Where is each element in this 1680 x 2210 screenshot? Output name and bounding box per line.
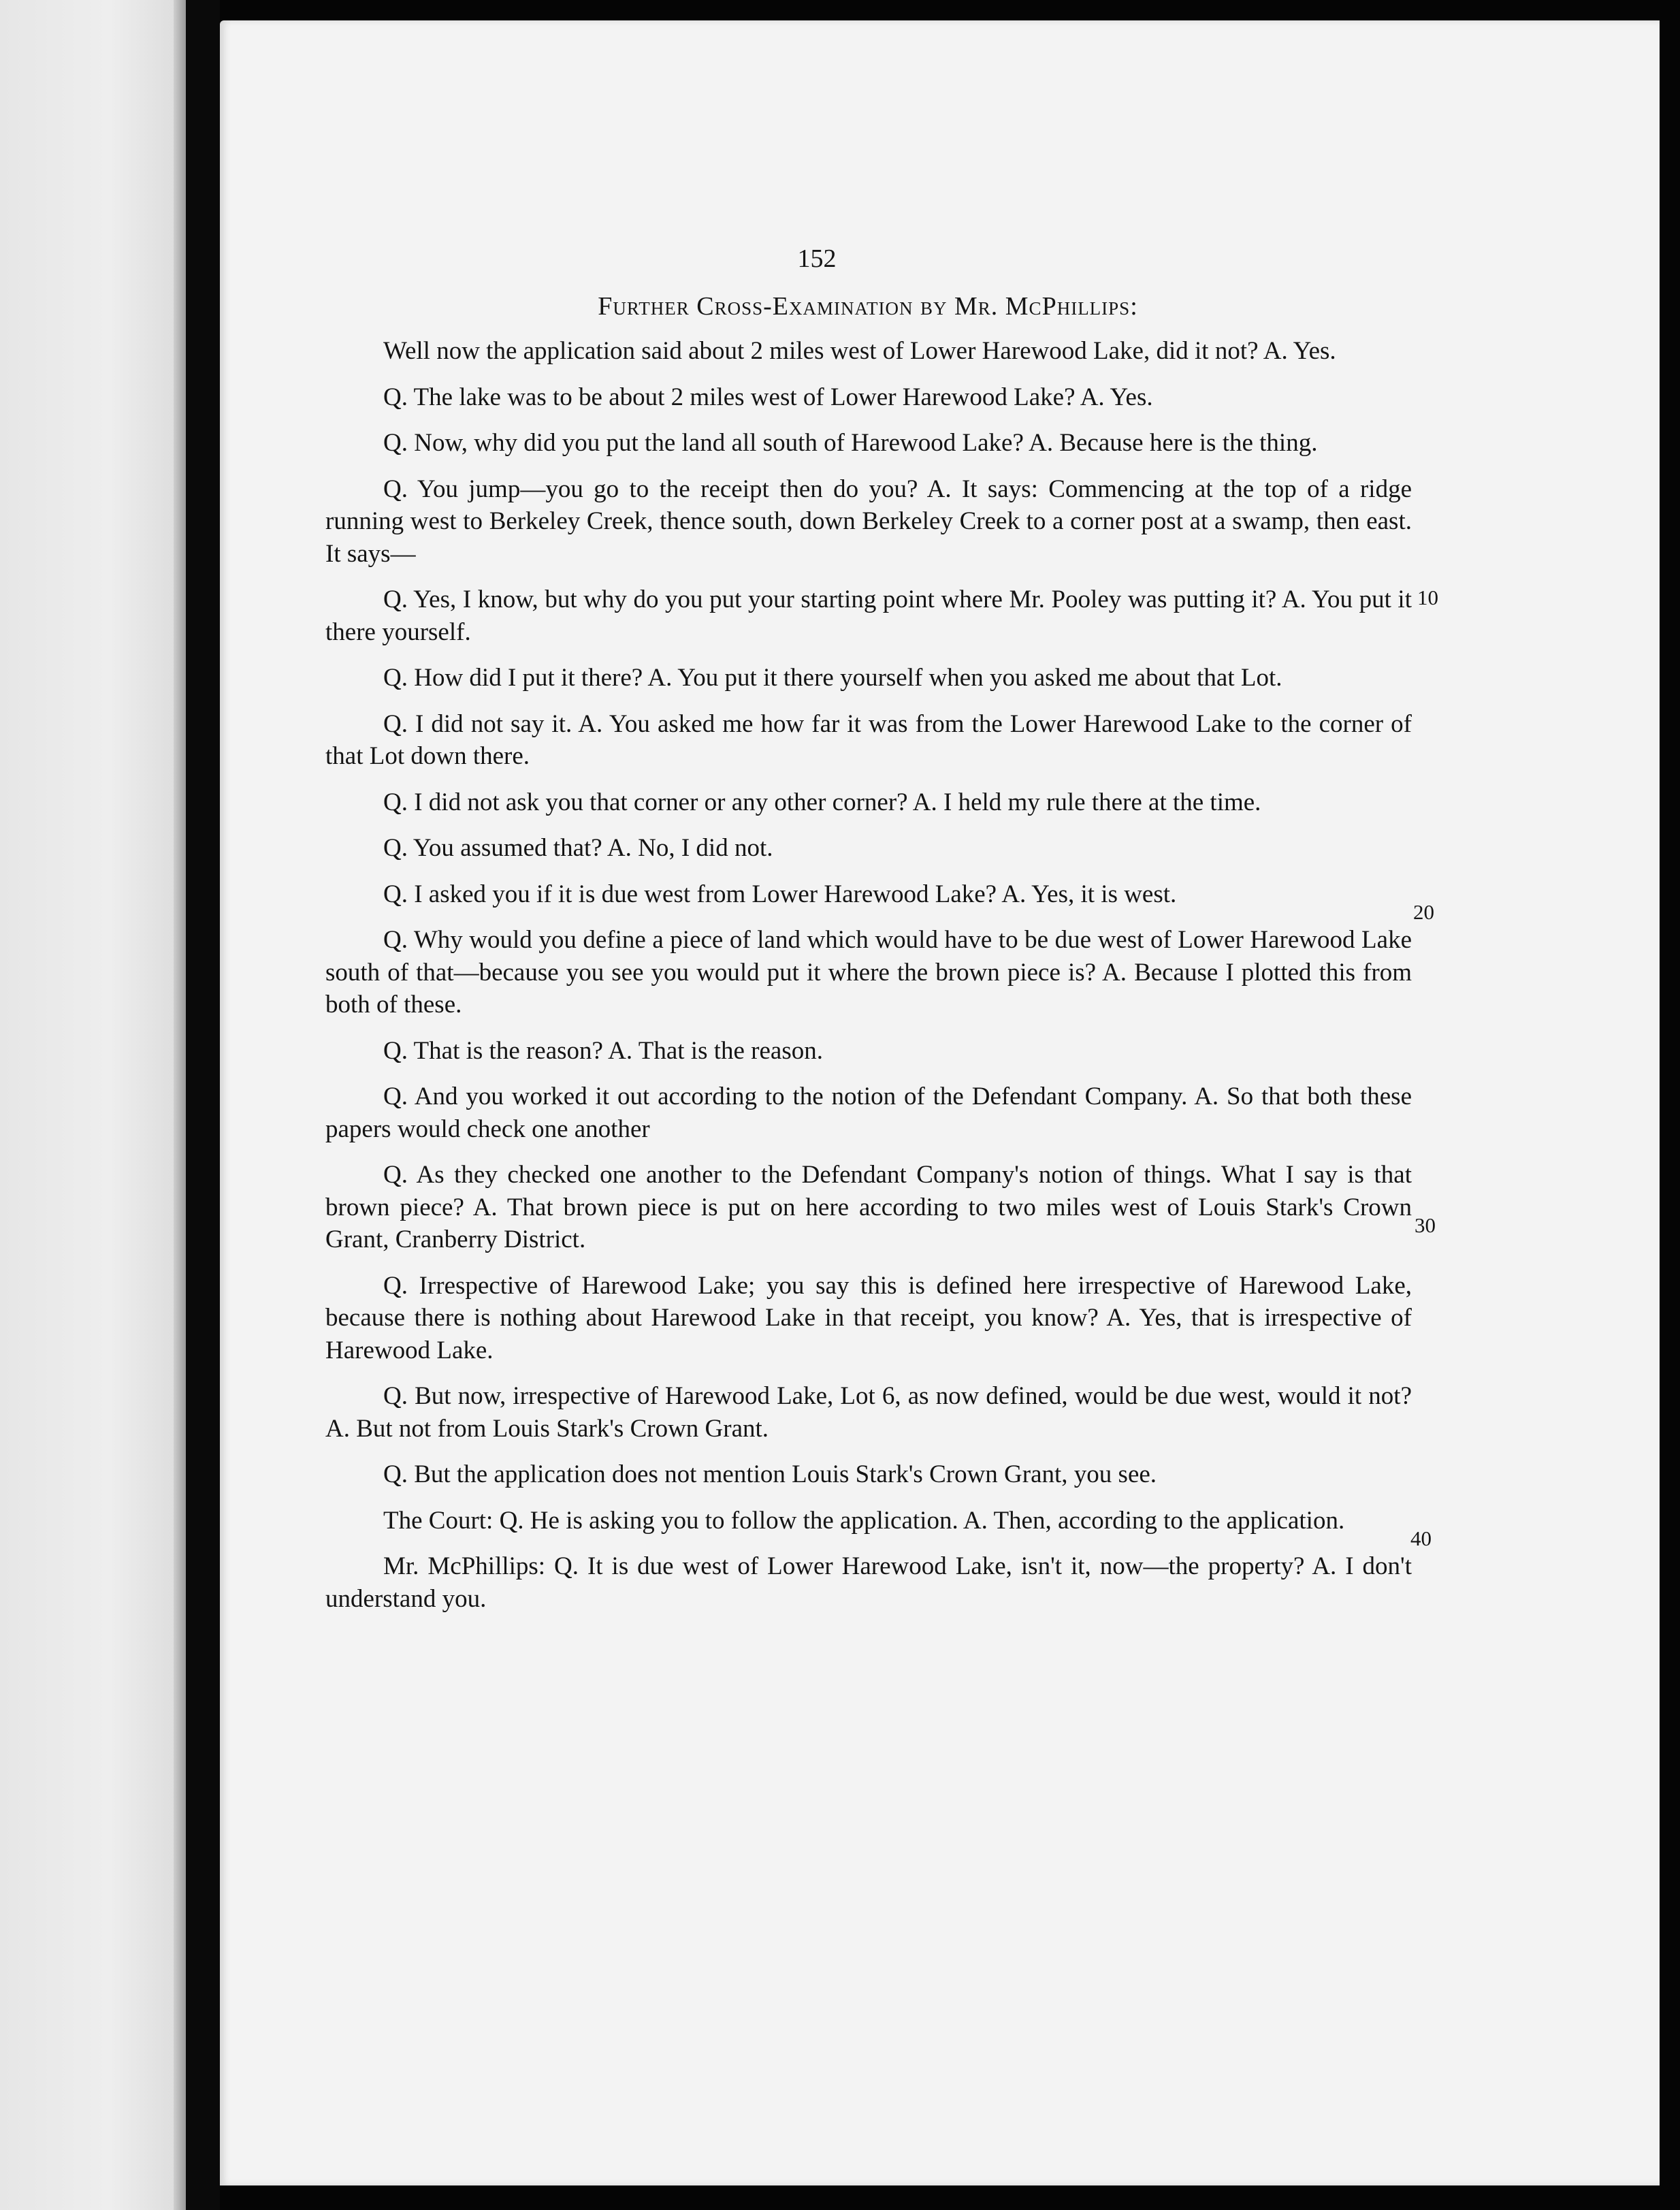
transcript-paragraph: Q. You jump—you go to the receipt then do you? A. It says: Commencing at the top of a ridge running west to Berkeley Creek, thence south, down Berkeley Creek to a corner post at a swamp, then east. It says— xyxy=(325,475,1412,568)
transcript-paragraph: Q. You assumed that? A. No, I did not. xyxy=(383,834,773,862)
transcript-paragraph: Q. Now, why did you put the land all south of Harewood Lake? A. Because here is the thing. xyxy=(383,429,1318,457)
transcript-paragraph: Q. The lake was to be about 2 miles west of Lower Harewood Lake? A. Yes. xyxy=(383,383,1153,411)
line-number-marker: 10 xyxy=(1417,586,1438,609)
previous-page-edge xyxy=(0,0,182,2210)
transcript-paragraph: Q. As they checked one another to the Defendant Company's notion of things. What I say is that brown piece? A. That brown piece is put on here according to two miles west of Louis Stark's Crown Grant, Cranberry District. xyxy=(325,1161,1412,1253)
transcript-paragraph: Q. Why would you define a piece of land which would have to be due west of Lower Harewood Lake south of that—because you see you would put it where the brown piece is? A. Because I plotted this from both of these. xyxy=(325,926,1412,1019)
transcript-paragraph: Q. That is the reason? A. That is the reason. xyxy=(383,1036,823,1065)
transcript-paragraph: Q. But the application does not mention Louis Stark's Crown Grant, you see. xyxy=(383,1460,1157,1488)
transcript-paragraph: Q. But now, irrespective of Harewood Lake, Lot 6, as now defined, would be due west, would it not? A. But not from Louis Stark's Crown Grant. xyxy=(325,1382,1412,1443)
transcript-paragraph: Q. I did not ask you that corner or any other corner? A. I held my rule there at the time. xyxy=(383,788,1261,816)
transcript-paragraph: Q. I asked you if it is due west from Lower Harewood Lake? A. Yes, it is west. xyxy=(383,880,1177,908)
section-heading: Further Cross-Examination by Mr. McPhillips: xyxy=(598,292,1138,321)
transcript-paragraph: Mr. McPhillips: Q. It is due west of Lower Harewood Lake, isn't it, now—the property? A. I don't understand you. xyxy=(325,1552,1412,1613)
transcript-paragraph: The Court: Q. He is asking you to follow the application. A. Then, according to the application. xyxy=(383,1506,1345,1535)
transcript-paragraph: Q. Irrespective of Harewood Lake; you say this is defined here irrespective of Harewood Lake, because there is nothing about Harewood Lake in that receipt, you know? A. Yes, that is irrespective of Harewood Lake. xyxy=(325,1271,1412,1364)
transcript-paragraph: Q. I did not say it. A. You asked me how far it was from the Lower Harewood Lake to the corner of that Lot down there. xyxy=(325,709,1412,770)
transcript-paragraph: Q. And you worked it out according to the notion of the Defendant Company. A. So that both these papers would check one another xyxy=(325,1083,1412,1143)
binding-gutter xyxy=(186,0,220,2210)
line-number-marker: 20 xyxy=(1413,900,1434,924)
page-number: 152 xyxy=(797,244,837,273)
transcript-paragraph: Q. Yes, I know, but why do you put your starting point where Mr. Pooley was putting it? A. You put it there yourself. xyxy=(325,586,1412,646)
transcript-body xyxy=(325,335,1412,1629)
page-fold-shadow xyxy=(174,0,186,2210)
transcript-paragraph: Q. How did I put it there? A. You put it there yourself when you asked me about that Lot. xyxy=(383,664,1282,692)
line-number-marker: 40 xyxy=(1410,1526,1432,1550)
line-number-marker: 30 xyxy=(1415,1213,1436,1237)
transcript-paragraph: Well now the application said about 2 miles west of Lower Harewood Lake, did it not? A. Yes. xyxy=(383,337,1336,365)
